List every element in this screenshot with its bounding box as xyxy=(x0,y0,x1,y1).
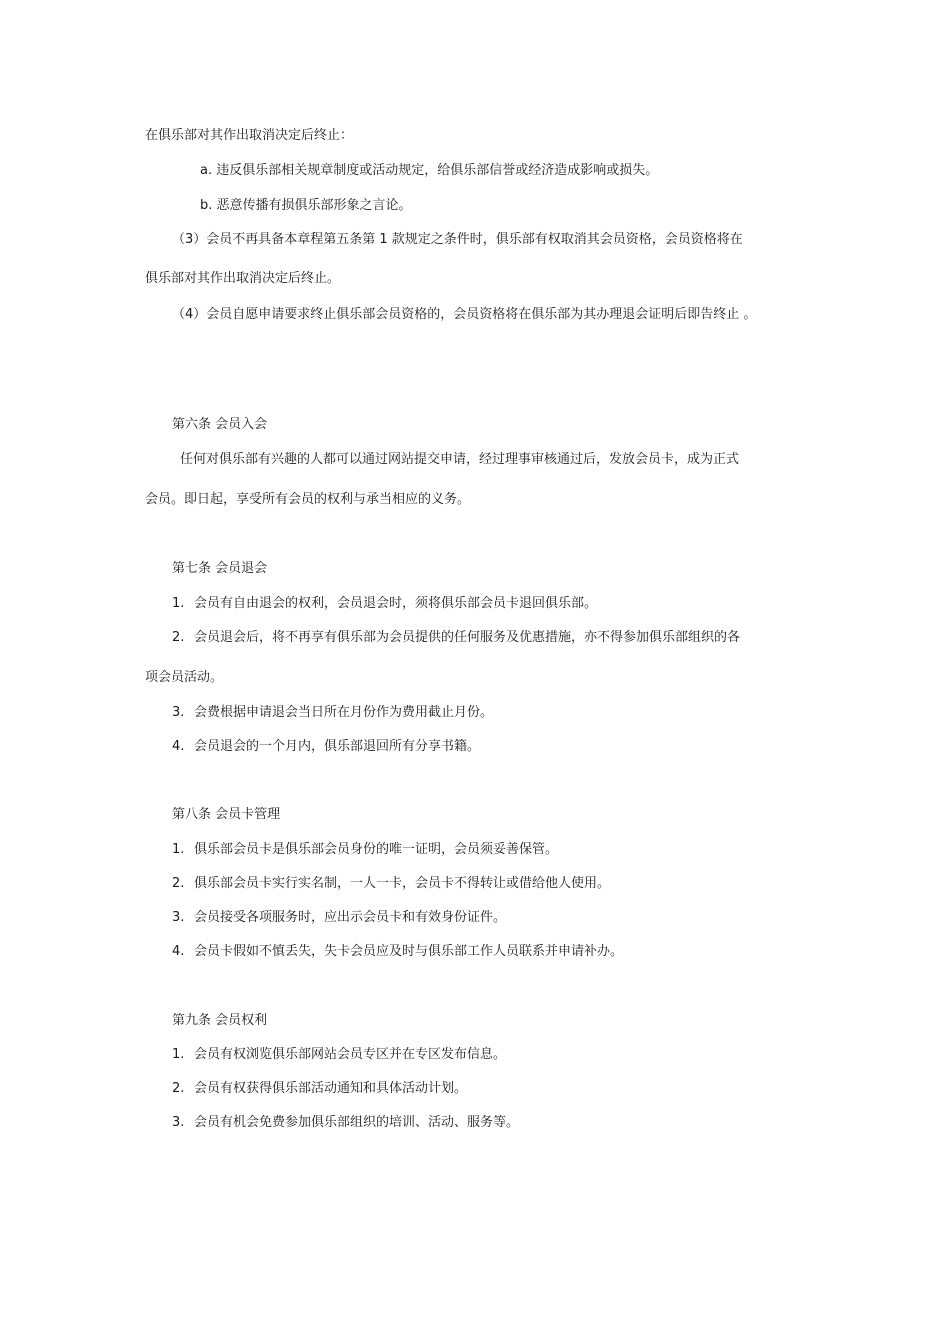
article-9-heading: 第九条 会员权利 xyxy=(172,1013,268,1028)
article-8-heading: 第八条 会员卡管理 xyxy=(172,807,281,822)
list-item xyxy=(172,944,623,960)
list-number: 2. xyxy=(172,876,185,891)
list-text: 会员卡假如不慎丢失，失卡会员应及时与俱乐部工作人员联系并申请补办。 xyxy=(194,944,624,959)
list-number: 2. xyxy=(172,1081,185,1096)
list-number: 4. xyxy=(172,739,185,754)
list-item xyxy=(172,630,740,646)
list-text: 会员有自由退会的权利，会员退会时，须将俱乐部会员卡退回俱乐部。 xyxy=(194,596,598,611)
list-number: 1. xyxy=(172,596,185,611)
list-item xyxy=(172,876,610,892)
list-item xyxy=(172,1047,506,1063)
list-number: 3. xyxy=(172,1115,185,1130)
list-text: 会费根据申请退会当日所在月份作为费用截止月份。 xyxy=(194,705,494,720)
list-number: 4. xyxy=(172,944,185,959)
list-item xyxy=(172,842,558,858)
list-text: 会员接受各项服务时，应出示会员卡和有效身份证件。 xyxy=(194,910,507,925)
paragraph-3-line-1: （3）会员不再具备本章程第五条第 1 款规定之条件时，俱乐部有权取消其会员资格，会员资格将在 xyxy=(172,232,743,247)
article-6-body-line-1: 任何对俱乐部有兴趣的人都可以通过网站提交申请，经过理事审核通过后，发放会员卡，成为正式 xyxy=(180,452,740,467)
list-number: 1. xyxy=(172,1047,185,1062)
article-6-body-line-2: 会员。即日起，享受所有会员的权利与承当相应的义务。 xyxy=(145,492,471,507)
list-item-continuation: 项会员活动。 xyxy=(145,670,224,685)
list-number: 3. xyxy=(172,910,185,925)
paragraph-3-line-2: 俱乐部对其作出取消决定后终止。 xyxy=(145,271,341,286)
list-text: 俱乐部会员卡是俱乐部会员身份的唯一证明，会员须妥善保管。 xyxy=(194,842,559,857)
paragraph-4: （4）会员自愿申请要求终止俱乐部会员资格的，会员资格将在俱乐部为其办理退会证明后即告终止 。 xyxy=(172,307,757,322)
list-text: 俱乐部会员卡实行实名制，一人一卡，会员卡不得转让或借给他人使用。 xyxy=(194,876,611,891)
list-item-b: b. 恶意传播有损俱乐部形象之言论。 xyxy=(200,198,412,213)
list-number: 1. xyxy=(172,842,185,857)
list-item xyxy=(172,739,480,755)
list-text: 会员退会后，将不再享有俱乐部为会员提供的任何服务及优惠措施，亦不得参加俱乐部组织的各 xyxy=(194,630,741,645)
list-item-a: a. 违反俱乐部相关规章制度或活动规定，给俱乐部信誉或经济造成影响或损失。 xyxy=(200,163,659,178)
list-item xyxy=(172,1081,467,1097)
list-item xyxy=(172,705,493,721)
list-number: 3. xyxy=(172,705,185,720)
list-item xyxy=(172,596,597,612)
article-6-heading: 第六条 会员入会 xyxy=(172,417,268,432)
list-text: 会员退会的一个月内，俱乐部退回所有分享书籍。 xyxy=(194,739,481,754)
list-text: 会员有机会免费参加俱乐部组织的培训、活动、服务等。 xyxy=(194,1115,520,1130)
intro-line: 在俱乐部对其作出取消决定后终止： xyxy=(145,128,354,143)
list-text: 会员有权浏览俱乐部网站会员专区并在专区发布信息。 xyxy=(194,1047,507,1062)
list-item xyxy=(172,1115,519,1131)
list-text: 会员有权获得俱乐部活动通知和具体活动计划。 xyxy=(194,1081,468,1096)
list-item xyxy=(172,910,506,926)
article-7-heading: 第七条 会员退会 xyxy=(172,561,268,576)
list-number: 2. xyxy=(172,630,185,645)
